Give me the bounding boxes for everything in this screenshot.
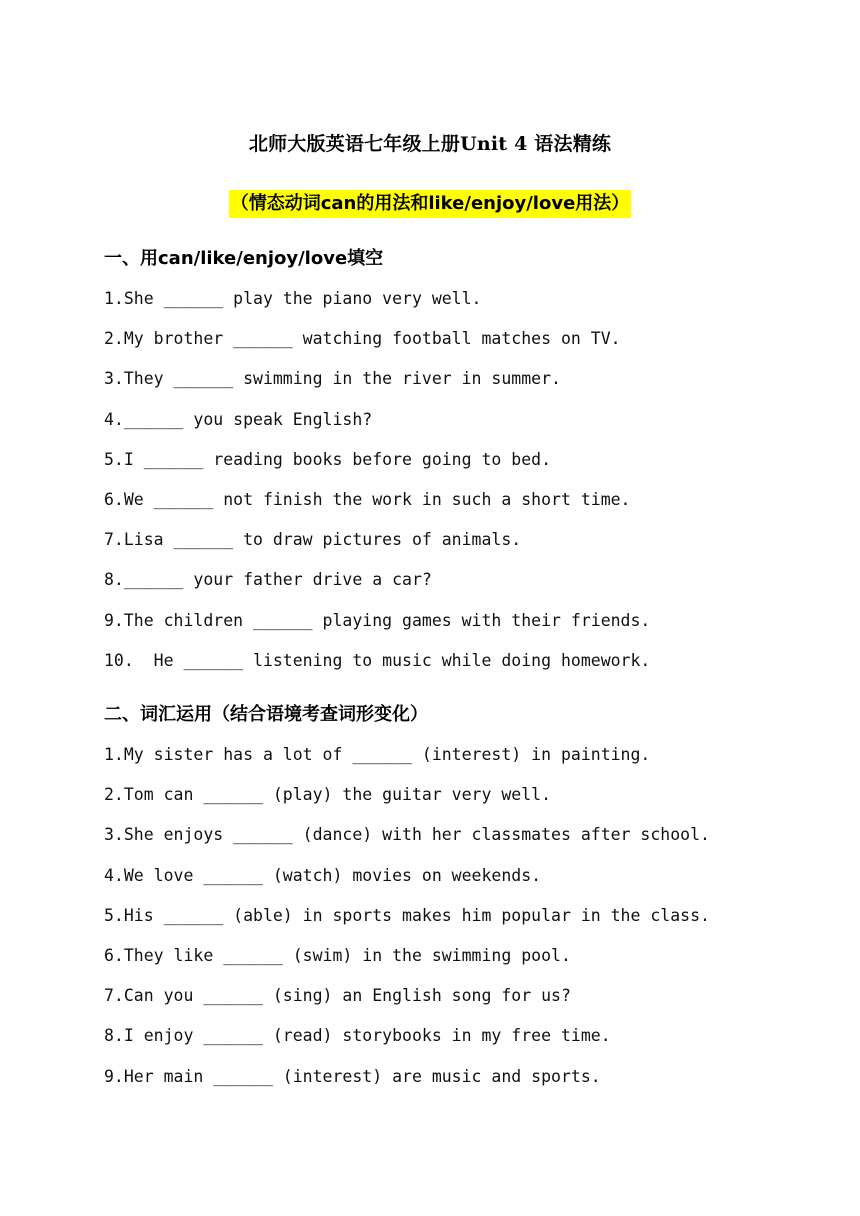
list-item: 2.My brother ______ watching football matches on TV. (104, 329, 621, 349)
list-item: 4.______ you speak English? (104, 409, 373, 429)
list-item: 4.We love ______ (watch) movies on weekends. (104, 865, 542, 885)
list-item: 7.Can you ______ (sing) an English song for us? (104, 986, 571, 1006)
highlighted-subtitle: （情态动词can的用法和like/enjoy/love用法） (229, 190, 632, 218)
list-item: 3.They ______ swimming in the river in summer. (104, 369, 561, 389)
list-item: 8.______ your father drive a car? (104, 570, 432, 590)
section-1-heading: 一、用can/like/enjoy/love填空 (104, 248, 384, 269)
list-item: 6.They like ______ (swim) in the swimming pool. (104, 945, 571, 965)
list-item: 8.I enjoy ______ (read) storybooks in my free time. (104, 1026, 611, 1046)
list-item: 6.We ______ not finish the work in such a short time. (104, 489, 631, 509)
list-item: 9.Her main ______ (interest) are music and sports. (104, 1066, 601, 1086)
list-item: 1.She ______ play the piano very well. (104, 289, 482, 308)
list-item: 5.His ______ (able) in sports makes him popular in the class. (104, 905, 710, 925)
list-item: 2.Tom can ______ (play) the guitar very well. (104, 785, 552, 805)
list-item: 10. He ______ listening to music while doing homework. (104, 650, 651, 670)
list-item: 1.My sister has a lot of ______ (interest) in painting. (104, 745, 651, 764)
list-item: 9.The children ______ playing games with their friends. (104, 610, 651, 630)
section-2-list (0, 742, 860, 1104)
section-2-heading: 二、词汇运用（结合语境考查词形变化） (104, 704, 428, 725)
document-title: 北师大版英语七年级上册Unit 4 语法精练 (248, 133, 612, 155)
subtitle-wrapper (0, 190, 860, 218)
list-item: 3.She enjoys ______ (dance) with her classmates after school. (104, 825, 710, 845)
list-item: 7.Lisa ______ to draw pictures of animals. (104, 530, 522, 550)
section-1-list (0, 286, 860, 688)
list-item: 5.I ______ reading books before going to bed. (104, 449, 552, 469)
